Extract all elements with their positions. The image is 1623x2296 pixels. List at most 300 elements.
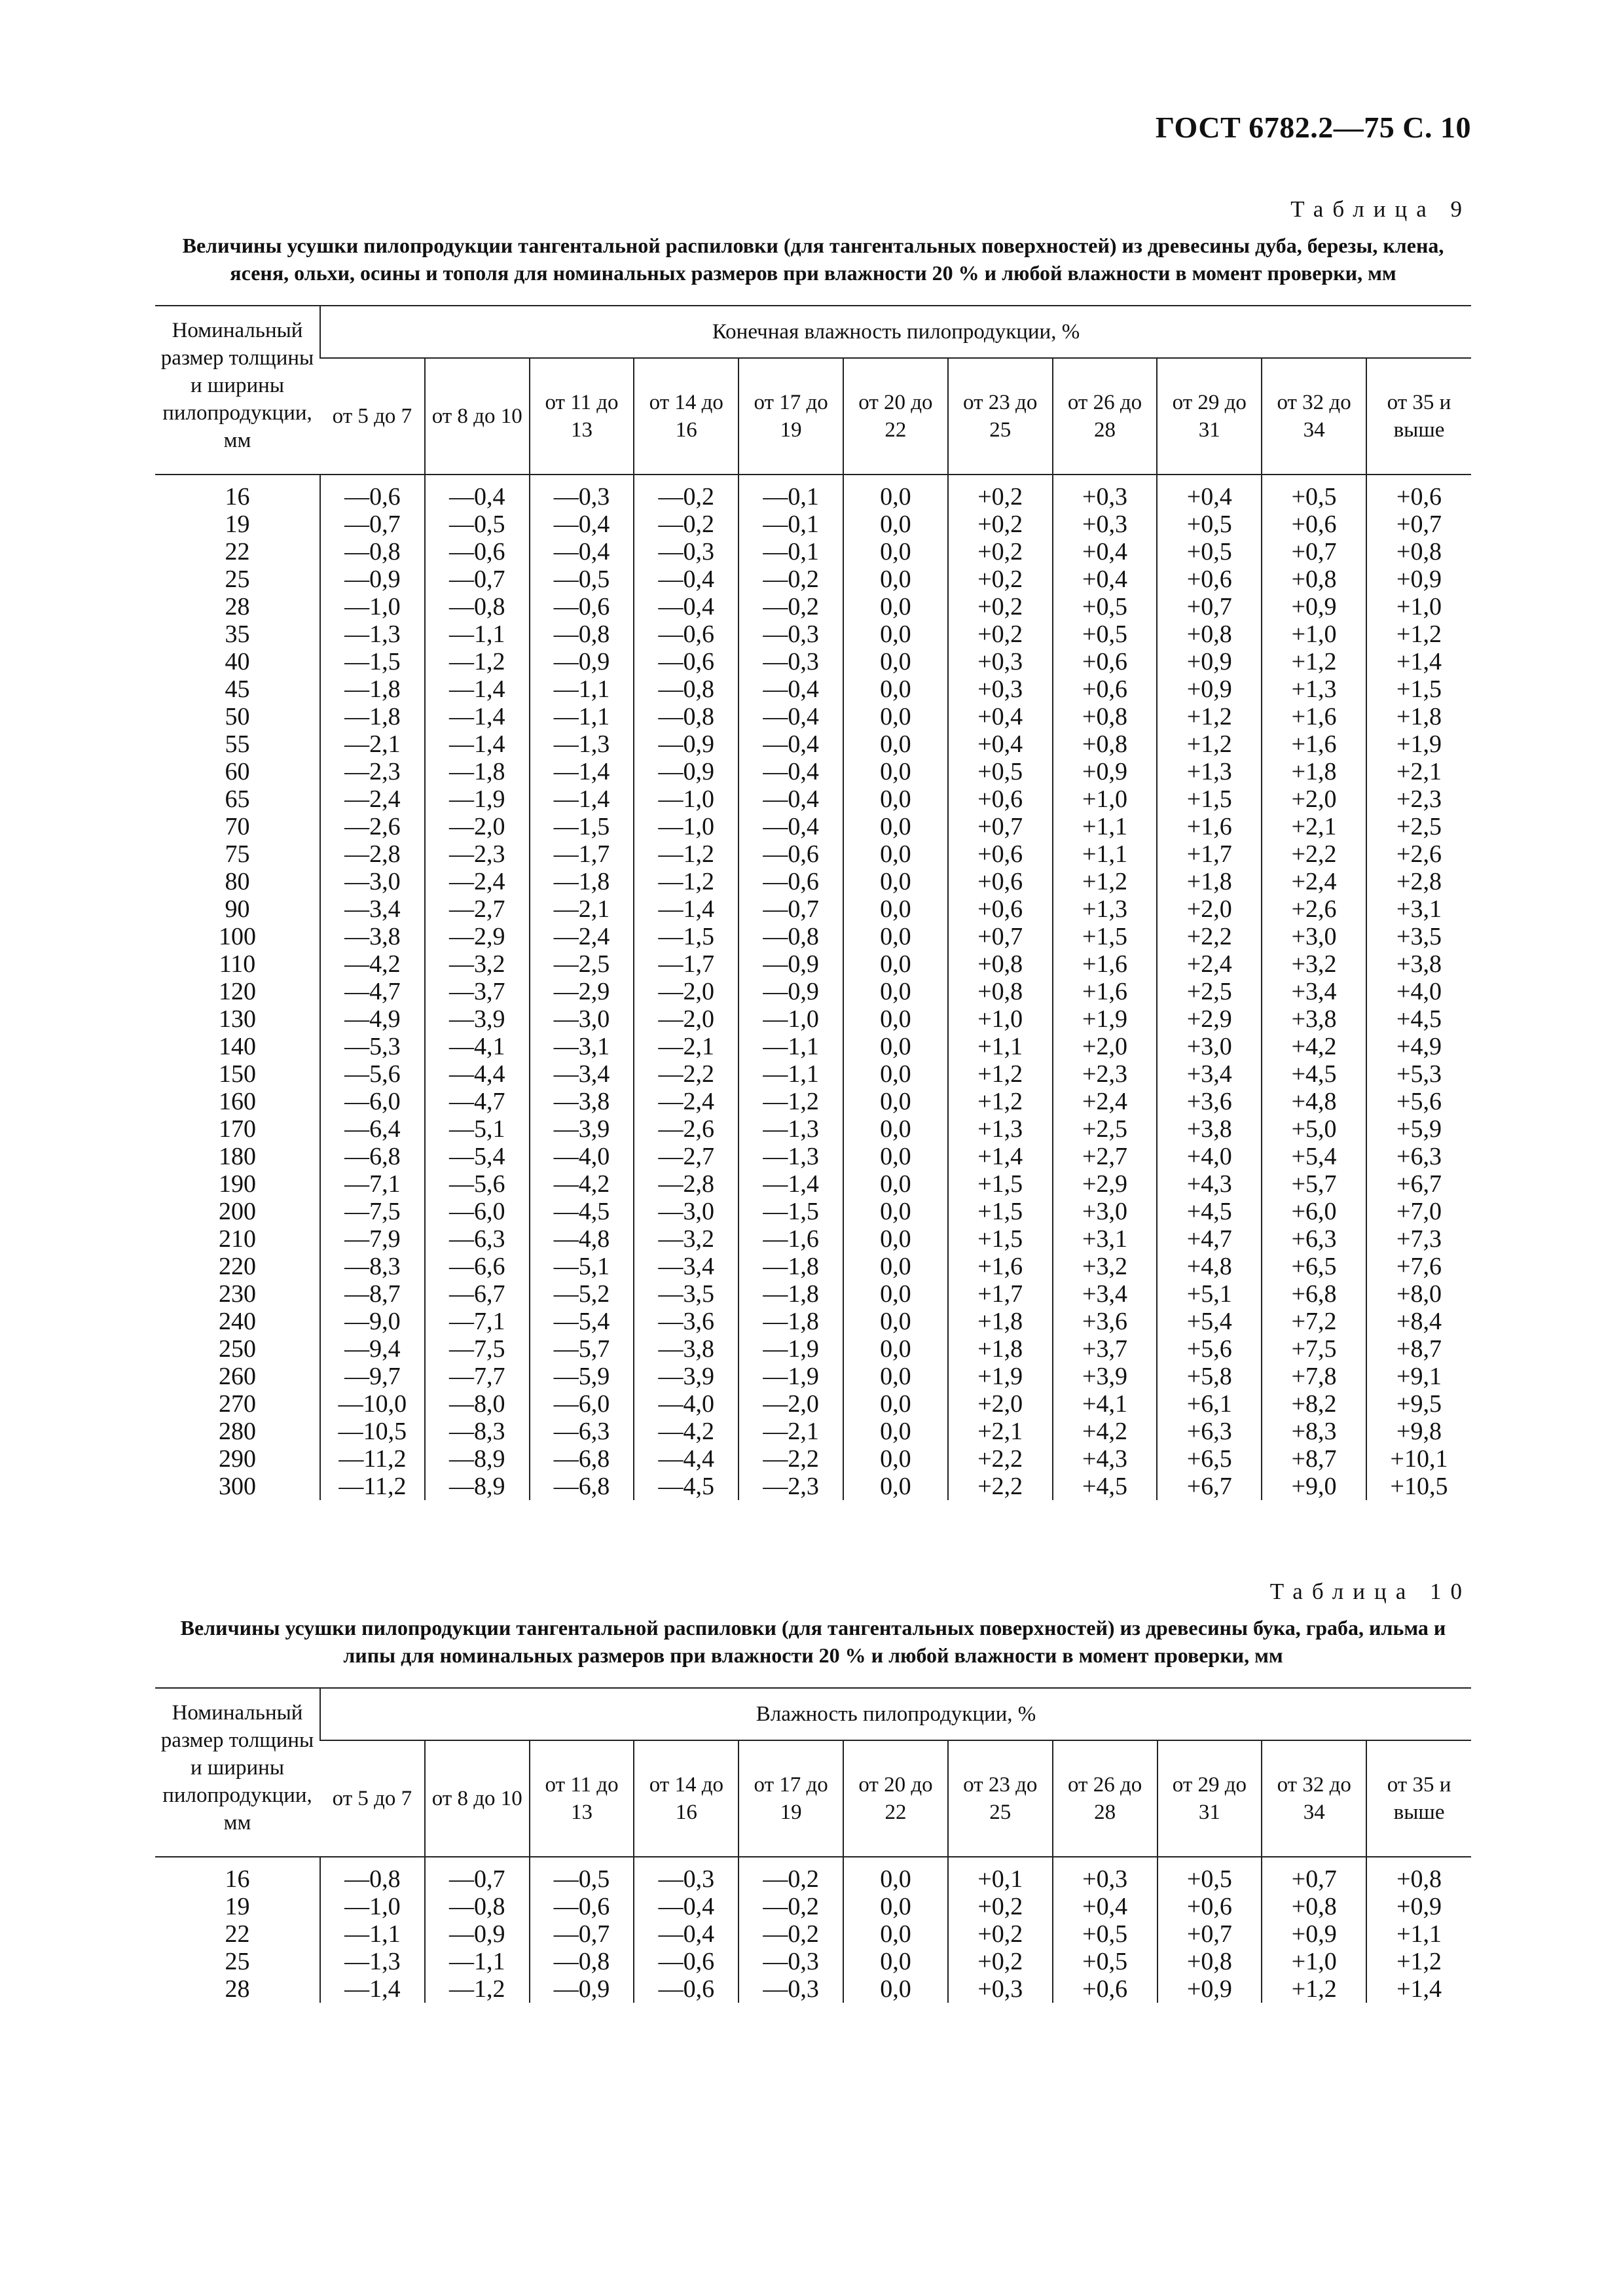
- value-cell: —3,9: [425, 1005, 530, 1033]
- value-cell: —0,7: [530, 1920, 634, 1948]
- value-cell: —0,4: [739, 785, 843, 813]
- row-size-cell: 22: [225, 1920, 250, 1948]
- value-cell: +9,1: [1366, 1363, 1471, 1390]
- value-cell: +2,2: [1262, 840, 1366, 868]
- row-size-cell: 270: [219, 1390, 256, 1418]
- table-row: [155, 978, 1471, 1005]
- table-row: [155, 1033, 1471, 1060]
- value-cell: +4,2: [1053, 1418, 1158, 1445]
- value-cell: —3,5: [634, 1280, 739, 1308]
- value-cell: —1,5: [320, 648, 425, 675]
- value-cell: —0,8: [320, 538, 425, 565]
- value-cell: —5,6: [425, 1170, 530, 1198]
- value-cell: +3,6: [1053, 1308, 1158, 1335]
- value-cell: +1,3: [1157, 758, 1262, 785]
- row-size-cell: 100: [219, 923, 256, 950]
- table9: [155, 305, 1471, 1500]
- table-row: [155, 703, 1471, 730]
- value-cell: +1,9: [1366, 730, 1471, 758]
- value-cell: +6,8: [1262, 1280, 1366, 1308]
- value-cell: —0,3: [739, 620, 843, 648]
- value-cell: +2,2: [948, 1473, 1053, 1500]
- row-size-cell: 19: [225, 511, 250, 538]
- value-cell: —0,8: [320, 1857, 425, 1893]
- table10-col-size-header: Номинальный размер толщины и ширины пилопродукции, мм: [155, 1688, 320, 1857]
- value-cell: +0,8: [1262, 565, 1366, 593]
- value-cell: +2,3: [1053, 1060, 1158, 1088]
- table9-col-header: от 5 до 7: [320, 358, 425, 475]
- value-cell: +0,2: [948, 1948, 1053, 1975]
- value-cell: —0,9: [739, 978, 843, 1005]
- value-cell: +0,3: [1053, 475, 1158, 511]
- value-cell: +5,6: [1157, 1335, 1262, 1363]
- value-cell: —0,9: [425, 1920, 530, 1948]
- value-cell: +8,7: [1366, 1335, 1471, 1363]
- value-cell: —2,3: [425, 840, 530, 868]
- row-size-cell: 80: [225, 868, 250, 895]
- value-cell: —8,7: [320, 1280, 425, 1308]
- table9-col-header: от 26 до 28: [1053, 358, 1158, 475]
- value-cell: —0,1: [739, 538, 843, 565]
- value-cell: —0,6: [634, 620, 739, 648]
- value-cell: +0,4: [948, 703, 1053, 730]
- value-cell: —1,1: [739, 1033, 843, 1060]
- table-row: [155, 648, 1471, 675]
- value-cell: —6,0: [320, 1088, 425, 1115]
- table-row: [155, 1920, 1471, 1948]
- value-cell: +6,3: [1157, 1418, 1262, 1445]
- value-cell: —6,8: [320, 1143, 425, 1170]
- value-cell: +8,3: [1262, 1418, 1366, 1445]
- value-cell: +0,6: [1053, 1975, 1158, 2003]
- value-cell: +1,0: [1262, 620, 1366, 648]
- row-size-cell: 160: [219, 1088, 256, 1115]
- value-cell: +0,5: [1262, 475, 1366, 511]
- value-cell: —2,7: [634, 1143, 739, 1170]
- value-cell: —8,3: [320, 1253, 425, 1280]
- value-cell: —1,4: [634, 895, 739, 923]
- value-cell: +1,0: [1053, 785, 1158, 813]
- value-cell: —3,8: [530, 1088, 634, 1115]
- value-cell: —6,0: [530, 1390, 634, 1418]
- value-cell: —2,0: [634, 978, 739, 1005]
- value-cell: +0,9: [1158, 1975, 1262, 2003]
- value-cell: 0,0: [843, 1005, 948, 1033]
- value-cell: +3,5: [1366, 923, 1471, 950]
- value-cell: —1,2: [634, 868, 739, 895]
- value-cell: +1,5: [948, 1225, 1053, 1253]
- value-cell: +1,1: [1366, 1920, 1471, 1948]
- value-cell: +3,1: [1053, 1225, 1158, 1253]
- value-cell: 0,0: [843, 1143, 948, 1170]
- value-cell: —0,8: [425, 1893, 530, 1920]
- value-cell: —0,4: [425, 475, 530, 511]
- value-cell: —0,4: [530, 511, 634, 538]
- value-cell: —5,4: [425, 1143, 530, 1170]
- value-cell: 0,0: [843, 1418, 948, 1445]
- row-size-cell: 28: [225, 593, 250, 620]
- value-cell: —4,9: [320, 1005, 425, 1033]
- value-cell: —0,3: [739, 1975, 843, 2003]
- value-cell: +5,9: [1366, 1115, 1471, 1143]
- value-cell: —3,4: [530, 1060, 634, 1088]
- row-size-cell: 35: [225, 620, 250, 648]
- table-row: [155, 675, 1471, 703]
- value-cell: —4,5: [634, 1473, 739, 1500]
- value-cell: —0,5: [530, 1857, 634, 1893]
- value-cell: 0,0: [843, 565, 948, 593]
- value-cell: 0,0: [843, 475, 948, 511]
- value-cell: +1,5: [948, 1170, 1053, 1198]
- value-cell: —5,3: [320, 1033, 425, 1060]
- value-cell: —0,5: [530, 565, 634, 593]
- value-cell: +1,6: [1157, 813, 1262, 840]
- value-cell: —1,2: [634, 840, 739, 868]
- table-row: [155, 1005, 1471, 1033]
- table-row: [155, 840, 1471, 868]
- value-cell: —3,1: [530, 1033, 634, 1060]
- value-cell: +0,6: [1158, 1893, 1262, 1920]
- value-cell: —5,1: [530, 1253, 634, 1280]
- value-cell: +2,4: [1157, 950, 1262, 978]
- value-cell: +8,0: [1366, 1280, 1471, 1308]
- value-cell: —2,8: [634, 1170, 739, 1198]
- value-cell: +9,5: [1366, 1390, 1471, 1418]
- row-size-cell: 120: [219, 978, 256, 1005]
- value-cell: +0,6: [1262, 511, 1366, 538]
- value-cell: —0,6: [634, 648, 739, 675]
- value-cell: +1,4: [1366, 648, 1471, 675]
- row-size-cell: 180: [219, 1143, 256, 1170]
- value-cell: +0,7: [1157, 593, 1262, 620]
- value-cell: —1,3: [320, 1948, 425, 1975]
- value-cell: +1,5: [1366, 675, 1471, 703]
- value-cell: +0,9: [1366, 565, 1471, 593]
- value-cell: 0,0: [843, 813, 948, 840]
- value-cell: +1,2: [1157, 730, 1262, 758]
- table10-col-header: от 14 до 16: [634, 1740, 739, 1857]
- table9-col-header: от 35 и выше: [1366, 358, 1471, 475]
- value-cell: —1,6: [739, 1225, 843, 1253]
- value-cell: +0,7: [1158, 1920, 1262, 1948]
- row-size-cell: 25: [225, 565, 250, 593]
- value-cell: —8,9: [425, 1473, 530, 1500]
- value-cell: —6,3: [425, 1225, 530, 1253]
- value-cell: —0,9: [634, 758, 739, 785]
- value-cell: +0,4: [1053, 1893, 1158, 1920]
- value-cell: +0,6: [948, 840, 1053, 868]
- value-cell: —0,2: [739, 1893, 843, 1920]
- value-cell: +1,8: [948, 1308, 1053, 1335]
- value-cell: +6,7: [1157, 1473, 1262, 1500]
- value-cell: —2,4: [634, 1088, 739, 1115]
- value-cell: +2,4: [1262, 868, 1366, 895]
- value-cell: +1,4: [948, 1143, 1053, 1170]
- value-cell: —1,3: [739, 1115, 843, 1143]
- value-cell: —1,8: [320, 675, 425, 703]
- table-row: [155, 1445, 1471, 1473]
- value-cell: +0,8: [1053, 703, 1158, 730]
- table-row: [155, 1143, 1471, 1170]
- value-cell: 0,0: [843, 1335, 948, 1363]
- value-cell: —0,8: [425, 593, 530, 620]
- value-cell: +7,5: [1262, 1335, 1366, 1363]
- value-cell: —0,8: [634, 675, 739, 703]
- value-cell: —0,3: [739, 1948, 843, 1975]
- value-cell: +0,6: [948, 895, 1053, 923]
- value-cell: —0,6: [739, 868, 843, 895]
- row-size-cell: 65: [225, 785, 250, 813]
- value-cell: 0,0: [843, 1975, 948, 2003]
- row-size-cell: 75: [225, 840, 250, 868]
- value-cell: +1,6: [1053, 950, 1158, 978]
- value-cell: —3,2: [634, 1225, 739, 1253]
- value-cell: —2,8: [320, 840, 425, 868]
- value-cell: —7,5: [425, 1335, 530, 1363]
- value-cell: —1,8: [530, 868, 634, 895]
- value-cell: +1,2: [1366, 620, 1471, 648]
- value-cell: +0,4: [1157, 475, 1262, 511]
- value-cell: +0,5: [1053, 620, 1158, 648]
- table-row: [155, 1115, 1471, 1143]
- value-cell: 0,0: [843, 511, 948, 538]
- table-row: [155, 758, 1471, 785]
- table10-col-header: от 26 до 28: [1053, 1740, 1158, 1857]
- table-row: [155, 1088, 1471, 1115]
- value-cell: —1,8: [739, 1253, 843, 1280]
- value-cell: +1,2: [1262, 648, 1366, 675]
- value-cell: —6,8: [530, 1445, 634, 1473]
- value-cell: +0,6: [1053, 675, 1158, 703]
- value-cell: —0,5: [425, 511, 530, 538]
- value-cell: —9,7: [320, 1363, 425, 1390]
- value-cell: +0,3: [948, 1975, 1053, 2003]
- value-cell: —3,9: [530, 1115, 634, 1143]
- value-cell: —0,7: [425, 565, 530, 593]
- value-cell: —0,3: [739, 648, 843, 675]
- row-size-cell: 50: [225, 703, 250, 730]
- row-size-cell: 90: [225, 895, 250, 923]
- table10-group-header: Влажность пилопродукции, %: [320, 1688, 1471, 1740]
- value-cell: +1,6: [1262, 730, 1366, 758]
- value-cell: —2,3: [320, 758, 425, 785]
- value-cell: —0,6: [634, 1948, 739, 1975]
- value-cell: +4,7: [1157, 1225, 1262, 1253]
- value-cell: +0,7: [948, 813, 1053, 840]
- value-cell: +2,0: [1262, 785, 1366, 813]
- value-cell: —3,4: [320, 895, 425, 923]
- value-cell: —3,0: [320, 868, 425, 895]
- row-size-cell: 19: [225, 1893, 250, 1920]
- table10-col-header: от 29 до 31: [1158, 1740, 1262, 1857]
- value-cell: 0,0: [843, 1253, 948, 1280]
- table-row: [155, 1060, 1471, 1088]
- value-cell: —2,4: [425, 868, 530, 895]
- value-cell: +1,1: [948, 1033, 1053, 1060]
- value-cell: +1,8: [1262, 758, 1366, 785]
- value-cell: +1,6: [1053, 978, 1158, 1005]
- table9-col-header: от 23 до 25: [948, 358, 1053, 475]
- row-size-cell: 16: [225, 1865, 250, 1893]
- value-cell: —4,4: [425, 1060, 530, 1088]
- value-cell: —11,2: [320, 1445, 425, 1473]
- value-cell: —9,0: [320, 1308, 425, 1335]
- row-size-cell: 40: [225, 648, 250, 675]
- value-cell: +4,8: [1157, 1253, 1262, 1280]
- value-cell: +0,5: [1053, 593, 1158, 620]
- value-cell: +0,7: [1262, 1857, 1366, 1893]
- value-cell: 0,0: [843, 730, 948, 758]
- value-cell: —3,8: [320, 923, 425, 950]
- value-cell: +2,8: [1366, 868, 1471, 895]
- table-row: [155, 593, 1471, 620]
- row-size-cell: 55: [225, 730, 250, 758]
- value-cell: —0,8: [530, 620, 634, 648]
- value-cell: +1,3: [1262, 675, 1366, 703]
- value-cell: +2,0: [1053, 1033, 1158, 1060]
- value-cell: —1,4: [425, 730, 530, 758]
- value-cell: —1,1: [530, 675, 634, 703]
- value-cell: +3,4: [1157, 1060, 1262, 1088]
- table9-col-header: от 17 до 19: [739, 358, 843, 475]
- table-row: [155, 1170, 1471, 1198]
- value-cell: +7,6: [1366, 1253, 1471, 1280]
- value-cell: —0,6: [425, 538, 530, 565]
- value-cell: +2,4: [1053, 1088, 1158, 1115]
- value-cell: —0,8: [530, 1948, 634, 1975]
- value-cell: —0,4: [739, 730, 843, 758]
- value-cell: 0,0: [843, 978, 948, 1005]
- table-row: [155, 1198, 1471, 1225]
- table-row: [155, 538, 1471, 565]
- value-cell: +0,7: [948, 923, 1053, 950]
- value-cell: —1,4: [320, 1975, 425, 2003]
- value-cell: +1,9: [1053, 1005, 1158, 1033]
- value-cell: 0,0: [843, 1280, 948, 1308]
- value-cell: —6,4: [320, 1115, 425, 1143]
- value-cell: —1,7: [530, 840, 634, 868]
- value-cell: —0,6: [530, 1893, 634, 1920]
- row-size-cell: 150: [219, 1060, 256, 1088]
- value-cell: —0,9: [530, 648, 634, 675]
- table-row: [155, 1418, 1471, 1445]
- row-size-cell: 22: [225, 538, 250, 565]
- value-cell: +0,9: [1157, 675, 1262, 703]
- value-cell: —7,5: [320, 1198, 425, 1225]
- table9-col-header: от 29 до 31: [1157, 358, 1262, 475]
- value-cell: —0,9: [320, 565, 425, 593]
- value-cell: —2,4: [320, 785, 425, 813]
- value-cell: +0,9: [1262, 1920, 1366, 1948]
- value-cell: 0,0: [843, 620, 948, 648]
- value-cell: +3,8: [1157, 1115, 1262, 1143]
- value-cell: +2,6: [1262, 895, 1366, 923]
- table9-group-header: Конечная влажность пилопродукции, %: [320, 306, 1471, 358]
- value-cell: +2,7: [1053, 1143, 1158, 1170]
- value-cell: —2,6: [634, 1115, 739, 1143]
- row-size-cell: 70: [225, 813, 250, 840]
- table-row: [155, 511, 1471, 538]
- value-cell: +1,5: [1157, 785, 1262, 813]
- value-cell: —2,9: [530, 978, 634, 1005]
- value-cell: 0,0: [843, 1088, 948, 1115]
- value-cell: —2,2: [634, 1060, 739, 1088]
- value-cell: —0,4: [634, 565, 739, 593]
- value-cell: +0,2: [948, 1893, 1053, 1920]
- value-cell: +8,2: [1262, 1390, 1366, 1418]
- value-cell: +2,1: [1262, 813, 1366, 840]
- value-cell: —1,5: [530, 813, 634, 840]
- value-cell: —0,4: [739, 703, 843, 730]
- value-cell: +1,7: [948, 1280, 1053, 1308]
- value-cell: —2,2: [739, 1445, 843, 1473]
- value-cell: —1,3: [320, 620, 425, 648]
- table10-block: [155, 1579, 1471, 2003]
- value-cell: —0,2: [739, 1920, 843, 1948]
- value-cell: +1,0: [1262, 1948, 1366, 1975]
- table-row: [155, 620, 1471, 648]
- value-cell: +1,6: [1262, 703, 1366, 730]
- value-cell: +6,3: [1366, 1143, 1471, 1170]
- value-cell: +7,2: [1262, 1308, 1366, 1335]
- value-cell: +7,3: [1366, 1225, 1471, 1253]
- value-cell: +5,8: [1157, 1363, 1262, 1390]
- table-row: [155, 1893, 1471, 1920]
- value-cell: 0,0: [843, 1893, 948, 1920]
- value-cell: +3,0: [1053, 1198, 1158, 1225]
- value-cell: —0,4: [739, 758, 843, 785]
- value-cell: +5,6: [1366, 1088, 1471, 1115]
- value-cell: —0,4: [739, 813, 843, 840]
- value-cell: —1,8: [739, 1308, 843, 1335]
- table10-col-header: от 23 до 25: [948, 1740, 1053, 1857]
- table-row: [155, 1948, 1471, 1975]
- value-cell: —0,4: [634, 593, 739, 620]
- value-cell: +1,7: [1157, 840, 1262, 868]
- value-cell: —10,0: [320, 1390, 425, 1418]
- value-cell: —2,4: [530, 923, 634, 950]
- value-cell: +1,2: [948, 1060, 1053, 1088]
- value-cell: —1,7: [634, 950, 739, 978]
- value-cell: —1,2: [425, 1975, 530, 2003]
- value-cell: —5,2: [530, 1280, 634, 1308]
- value-cell: —0,7: [320, 511, 425, 538]
- value-cell: —0,8: [634, 703, 739, 730]
- table9-col-size-header: Номинальный размер толщины и ширины пилопродукции, мм: [155, 306, 320, 475]
- value-cell: —0,3: [530, 475, 634, 511]
- value-cell: +5,4: [1262, 1143, 1366, 1170]
- value-cell: 0,0: [843, 1308, 948, 1335]
- value-cell: 0,0: [843, 675, 948, 703]
- value-cell: 0,0: [843, 648, 948, 675]
- value-cell: +1,3: [1053, 895, 1158, 923]
- value-cell: —5,9: [530, 1363, 634, 1390]
- value-cell: —0,2: [739, 593, 843, 620]
- value-cell: —0,6: [634, 1975, 739, 2003]
- table-row: [155, 1857, 1471, 1893]
- value-cell: —4,0: [634, 1390, 739, 1418]
- value-cell: —1,4: [530, 785, 634, 813]
- value-cell: +8,4: [1366, 1308, 1471, 1335]
- value-cell: 0,0: [843, 1115, 948, 1143]
- value-cell: 0,0: [843, 868, 948, 895]
- value-cell: +3,2: [1262, 950, 1366, 978]
- value-cell: +3,0: [1262, 923, 1366, 950]
- value-cell: +0,4: [1053, 565, 1158, 593]
- row-size-cell: 240: [219, 1308, 256, 1335]
- value-cell: +0,3: [948, 675, 1053, 703]
- value-cell: +10,5: [1366, 1473, 1471, 1500]
